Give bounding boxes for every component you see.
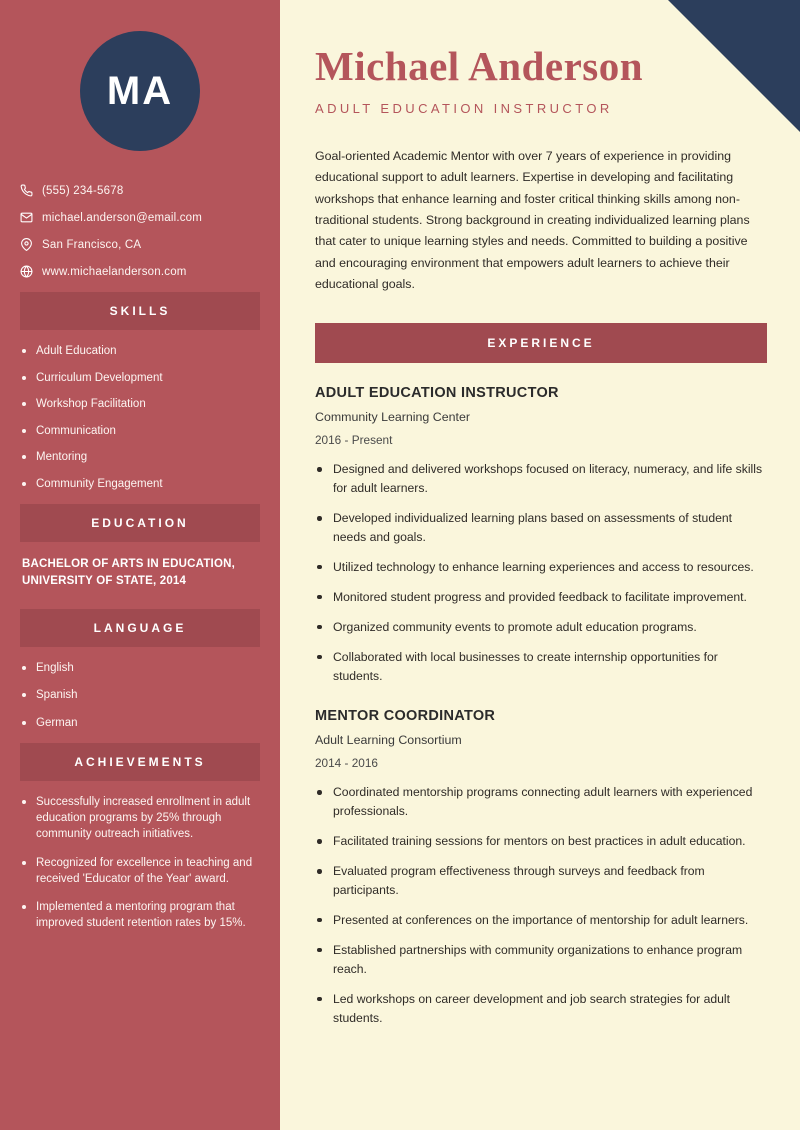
contact-item-email[interactable] — [20, 211, 260, 224]
language-section-title: LANGUAGE — [20, 609, 260, 647]
avatar: MA — [80, 31, 200, 151]
contact-item-location[interactable] — [20, 238, 260, 251]
job-dates: 2014 - 2016 — [315, 756, 378, 771]
phone-text: (555) 234-5678 — [42, 184, 124, 197]
contact-item-website[interactable] — [20, 265, 260, 278]
list-item: Developed individualized learning plans based on assessments of student needs and goals. — [315, 509, 767, 547]
email-text: michael.anderson@email.com — [42, 211, 203, 224]
job-organization: Community Learning Center — [315, 410, 470, 425]
achievements-list — [20, 795, 260, 932]
list-item: Communication — [20, 424, 260, 440]
job-dates: 2016 - Present — [315, 433, 393, 448]
education-entry: BACHELOR OF ARTS IN EDUCATION, UNIVERSITY OF STATE, 2014 — [22, 558, 235, 588]
list-item: Monitored student progress and provided feedback to facilitate improvement. — [315, 588, 767, 607]
globe-icon — [20, 265, 42, 278]
avatar-container — [20, 0, 260, 151]
list-item: English — [20, 661, 260, 677]
list-item: Established partnerships with community organizations to enhance program reach. — [315, 941, 767, 979]
contact-item-phone[interactable] — [20, 184, 260, 197]
sidebar — [0, 0, 280, 1130]
experience-entry-1 — [315, 385, 767, 685]
experience-entry-2 — [315, 708, 767, 1027]
job-responsibilities — [315, 783, 767, 1027]
achievements-section-title: ACHIEVEMENTS — [20, 743, 260, 781]
list-item: Mentoring — [20, 450, 260, 466]
list-item: Community Engagement — [20, 477, 260, 493]
education-section-title: EDUCATION — [20, 504, 260, 542]
list-item: Recognized for excellence in teaching and received 'Educator of the Year' award. — [20, 856, 260, 888]
website-text: www.michaelanderson.com — [42, 265, 187, 278]
list-item: Implemented a mentoring program that improved student retention rates by 15%. — [20, 900, 260, 932]
list-item: Utilized technology to enhance learning experiences and access to resources. — [315, 558, 767, 577]
profile-summary: Goal-oriented Academic Mentor with over 7 years of experience in providing educational support to adult learners. Expertise in developing and facilitating workshops that enhance learning and foster critical thinking skills among non-traditional students. Strong background in creating individualized learning plans that cater to unique learning styles and needs. Committed to building a positive and encouraging environment that empowers adult learners to achieve their educational goals. — [315, 149, 750, 291]
list-item: Designed and delivered workshops focused on literacy, numeracy, and life skills for adult learners. — [315, 460, 767, 498]
list-item: Curriculum Development — [20, 371, 260, 387]
list-item: Facilitated training sessions for mentors on best practices in adult education. — [315, 832, 767, 851]
job-responsibilities — [315, 460, 767, 685]
location-text: San Francisco, CA — [42, 238, 142, 251]
list-item: Workshop Facilitation — [20, 397, 260, 413]
skills-list — [20, 344, 260, 492]
experience-section-title: EXPERIENCE — [315, 323, 767, 363]
list-item: Successfully increased enrollment in adult education programs by 25% through community outreach initiatives. — [20, 795, 260, 843]
list-item: Coordinated mentorship programs connecting adult learners with experienced professionals. — [315, 783, 767, 821]
list-item: Adult Education — [20, 344, 260, 360]
location-pin-icon — [20, 238, 42, 251]
contact-list — [20, 184, 260, 278]
job-organization: Adult Learning Consortium — [315, 733, 462, 748]
list-item: Spanish — [20, 688, 260, 704]
envelope-icon — [20, 211, 42, 224]
language-list — [20, 661, 260, 732]
job-title: MENTOR COORDINATOR — [315, 708, 496, 725]
list-item: Organized community events to promote adult education programs. — [315, 618, 767, 637]
list-item: Led workshops on career development and job search strategies for adult students. — [315, 990, 767, 1028]
page-title: Michael Anderson — [315, 43, 644, 89]
list-item: Evaluated program effectiveness through surveys and feedback from participants. — [315, 862, 767, 900]
list-item: Presented at conferences on the importance of mentorship for adult learners. — [315, 911, 767, 930]
main-content — [280, 0, 800, 1130]
list-item: German — [20, 716, 260, 732]
job-role-subtitle: ADULT EDUCATION INSTRUCTOR — [315, 101, 613, 116]
phone-icon — [20, 184, 42, 197]
skills-section-title: SKILLS — [20, 292, 260, 330]
job-title: ADULT EDUCATION INSTRUCTOR — [315, 385, 559, 402]
list-item: Collaborated with local businesses to create internship opportunities for students. — [315, 648, 767, 686]
